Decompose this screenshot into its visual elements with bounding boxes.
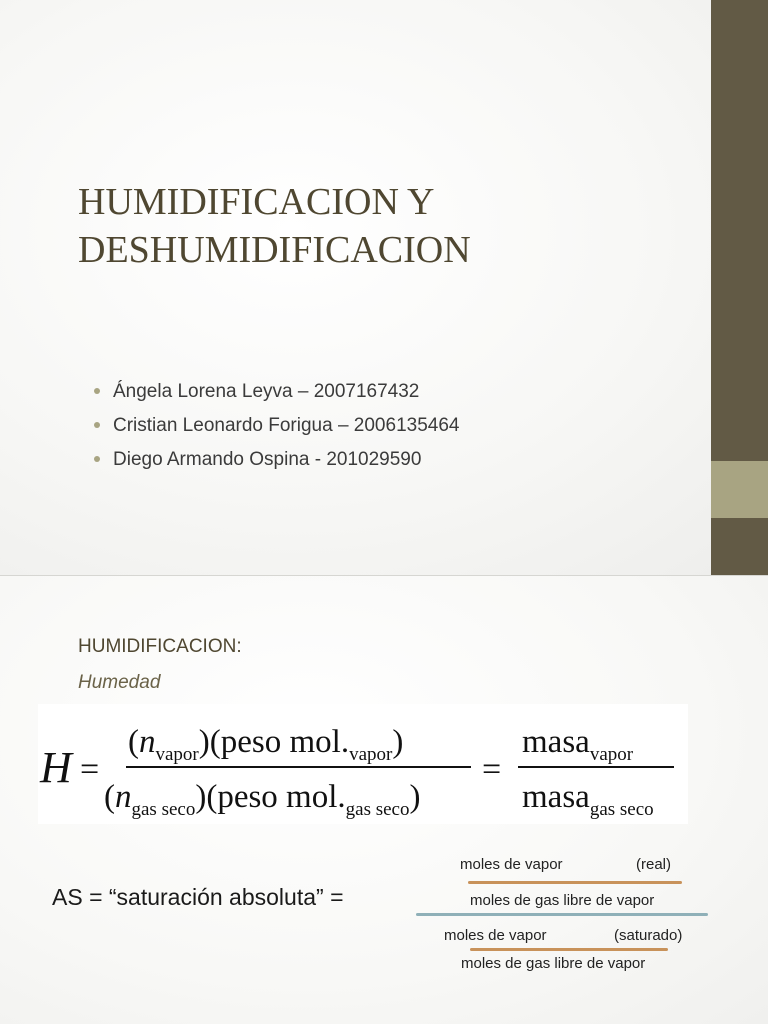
main-fraction-line bbox=[416, 913, 708, 916]
humidity-formula bbox=[38, 704, 688, 824]
formula-equals: = bbox=[80, 751, 100, 788]
slide-humidification bbox=[0, 576, 768, 1024]
frac-bottom-line1-right: (saturado) bbox=[614, 927, 683, 944]
title-line-2: DESHUMIDIFICACION bbox=[78, 229, 471, 271]
author-item: Diego Armando Ospina - 201029590 bbox=[88, 443, 459, 477]
author-item: Cristian Leonardo Forigua – 2006135464 bbox=[88, 409, 459, 443]
slide-title-heading bbox=[78, 178, 678, 274]
side-accent bbox=[711, 461, 768, 518]
section-heading: HUMIDIFICACION: bbox=[78, 636, 242, 657]
formula-svg bbox=[38, 704, 688, 824]
denominator-text: $(n_{gas seco})(peso$ $mol._{gas seco}$) bbox=[104, 779, 421, 820]
title-line-1: HUMIDIFICACION Y bbox=[78, 181, 435, 223]
left-fraction-bar bbox=[126, 766, 471, 768]
bottom-underline bbox=[470, 948, 668, 951]
formula-equals-2: = bbox=[482, 751, 502, 788]
frac-top-line1-left: moles de vapor bbox=[460, 856, 563, 873]
section-subheading: Humedad bbox=[78, 672, 161, 693]
right-numerator: masa$_{vapor}$ bbox=[522, 724, 634, 765]
top-underline bbox=[468, 881, 682, 884]
frac-top-line1-right: (real) bbox=[636, 856, 672, 873]
right-fraction-bar bbox=[518, 766, 674, 768]
author-item: Ángela Lorena Leyva – 2007167432 bbox=[88, 375, 459, 409]
right-denominator: masa$_{gas seco}$ bbox=[522, 779, 654, 820]
frac-bottom-line1-left: moles de vapor bbox=[444, 927, 547, 944]
saturation-label: AS = “saturación absoluta” = bbox=[52, 884, 344, 910]
frac-bottom-line2: moles de gas libre de vapor bbox=[461, 955, 646, 972]
frac-top-line2: moles de gas libre de vapor bbox=[470, 892, 655, 909]
author-list bbox=[88, 375, 459, 477]
formula-lhs: H bbox=[40, 743, 72, 792]
numerator-text: $(n_{vapor})(peso$ $mol._{vapor}$) bbox=[128, 724, 404, 765]
